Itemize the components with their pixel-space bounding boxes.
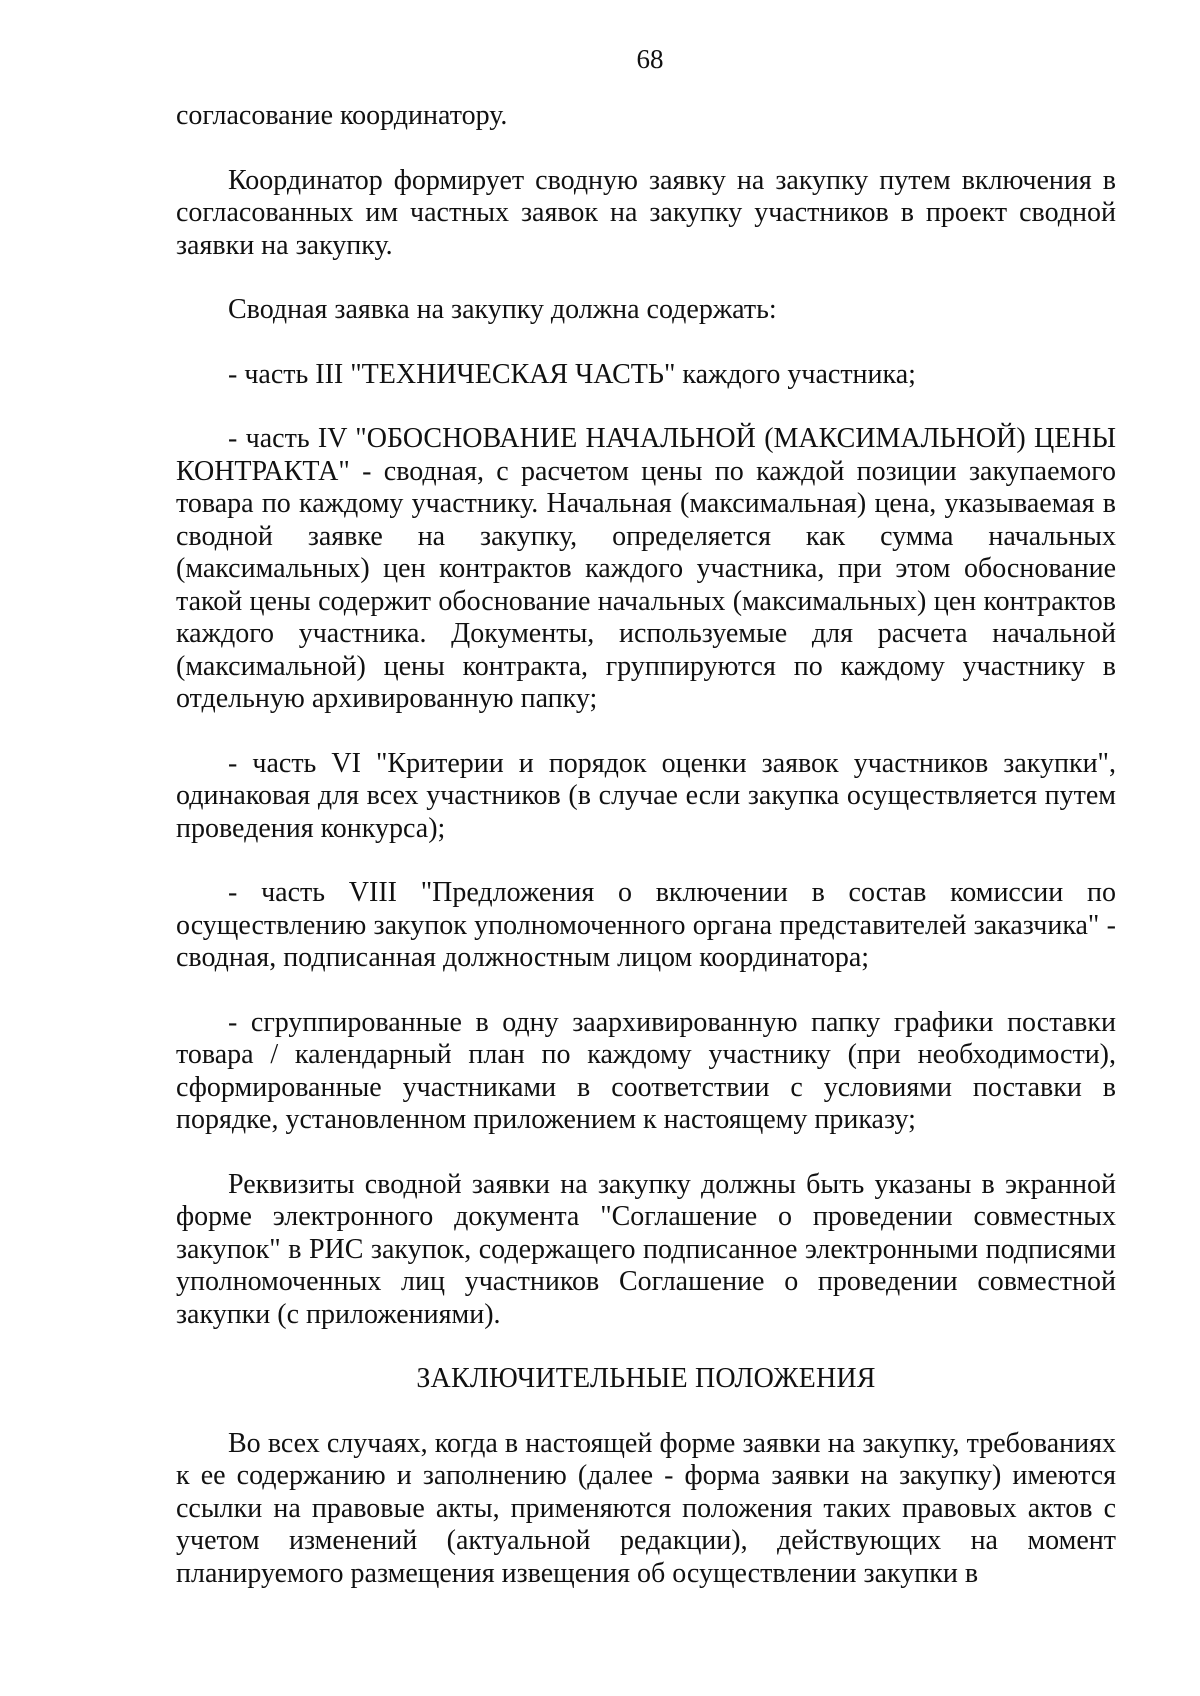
- list-item-part-8: - часть VIII "Предложения о включении в состав комиссии по осуществлению закупок уполномоченного органа представителей заказчика" - сводная, подписанная должностным лицом координатора;: [176, 877, 1116, 973]
- paragraph-coordinator: Координатор формирует сводную заявку на закупку путем включения в согласованных им частных заявок на закупку участников в проект сводной заявки на закупку.: [176, 164, 1116, 261]
- list-item-part-6: - часть VI "Критерии и порядок оценки заявок участников закупки", одинаковая для всех участников (в случае если закупка осуществляется путем проведения конкурса);: [176, 747, 1116, 844]
- list-item-part-4: - часть IV "ОБОСНОВАНИЕ НАЧАЛЬНОЙ (МАКСИМАЛЬНОЙ) ЦЕНЫ КОНТРАКТА" - сводная, с расчетом цены по каждой позиции закупаемого товара по каждому участнику. Начальная (максимальная) цена, указываемая в сводной заявке на закупку, определяется как сумма начальных (максимальных) цен контрактов каждого участника, при этом обоснование такой цены содержит обоснование начальных (максимальных) цен контрактов каждого участника. Документы, используемые для расчета начальной (максимальной) цены контракта, группируются по каждому участнику в отдельную архивированную папку;: [176, 423, 1116, 714]
- paragraph-requisites: Реквизиты сводной заявки на закупку должны быть указаны в экранной форме электронного документа "Соглашение о проведении совместных закупок" в РИС закупок, содержащего подписанное электронными подписями уполномоченных лиц участников Соглашение о проведении совместной закупки (с приложениями).: [176, 1168, 1116, 1330]
- section-heading: ЗАКЛЮЧИТЕЛЬНЫЕ ПОЛОЖЕНИЯ: [416, 1363, 876, 1394]
- page-number: 68: [636, 44, 664, 74]
- document-body: [176, 100, 1116, 1590]
- list-item-part-3: - часть III "ТЕХНИЧЕСКАЯ ЧАСТЬ" каждого участника;: [228, 358, 916, 390]
- paragraph-continuation: согласование координатору.: [176, 100, 508, 131]
- paragraph-contents-intro: Сводная заявка на закупку должна содержать:: [228, 294, 777, 325]
- list-item-delivery-schedules: - сгруппированные в одну заархивированную папку графики поставки товара / календарный план по каждому участнику (при необходимости), сформированные участниками в соответствии с условиями поставки в порядке, установленном приложением к настоящему приказу;: [176, 1006, 1116, 1135]
- paragraph-final-provisions: Во всех случаях, когда в настоящей форме заявки на закупку, требованиях к ее содержанию и заполнению (далее - форма заявки на закупку) имеются ссылки на правовые акты, применяются положения таких правовых актов с учетом изменений (актуальной редакции), действующих на момент планируемого размещения извещения об осуществлении закупки в: [176, 1427, 1116, 1589]
